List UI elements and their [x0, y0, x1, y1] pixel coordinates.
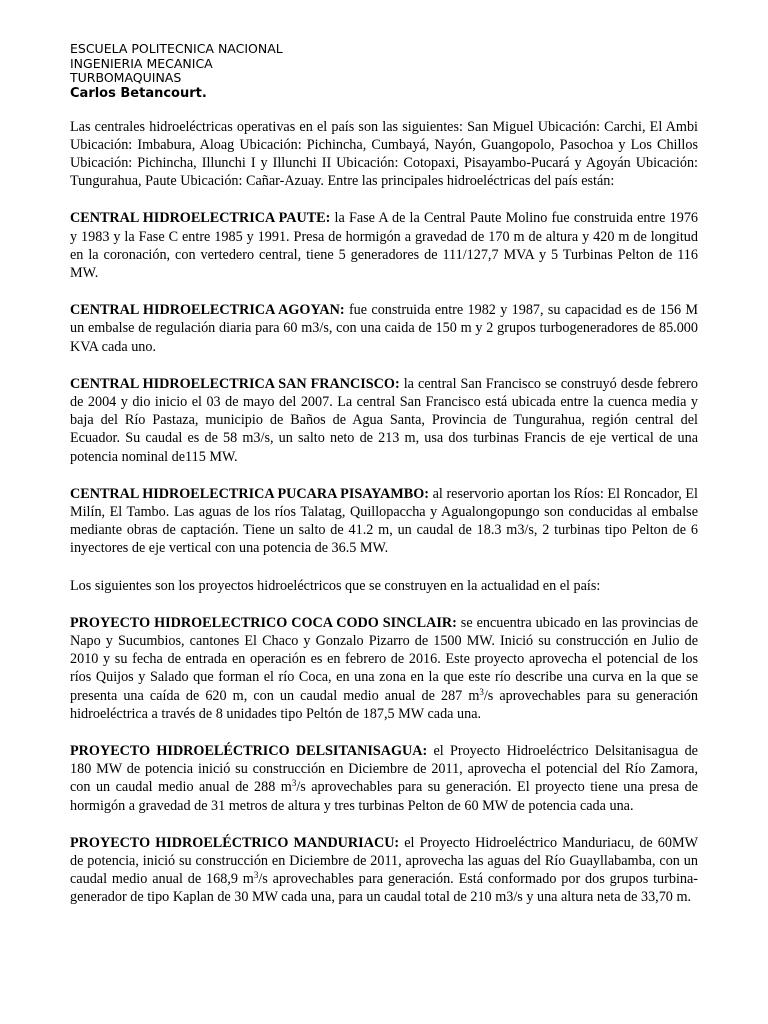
paragraph-title: CENTRAL HIDROELECTRICA AGOYAN: — [70, 302, 345, 319]
superscript: 3 — [479, 686, 484, 697]
document-page — [70, 42, 698, 926]
transition-paragraph: Los siguientes son los proyectos hidroeléctricos que se construyen en la actualidad en el país: — [70, 577, 601, 594]
paragraph-coca-codo-sinclair — [70, 614, 698, 723]
paragraph-body-cont: /s aprovechables para su generación hidroeléctrica a través de 8 unidades tipo Peltón de 187,5 MW cada una. — [70, 687, 698, 722]
paragraph-paute — [70, 209, 698, 282]
paragraph-manduriacu — [70, 834, 698, 907]
paragraph-body-cont: /s aprovechables para generación. Está conformado por dos grupos turbina-generador de tipo Kaplan de 30 MW cada una, para un caudal total de 210 m3/s y una altura neta de 33,70 m. — [70, 871, 699, 906]
paragraph-body-cont: /s aprovechables para su generación. El proyecto tiene una presa de hormigón a gravedad de 31 metros de altura y tres turbinas Pelton de 60 MW de potencia cada una. — [70, 779, 698, 814]
paragraph-body: al reservorio aportan los Ríos: El Roncador, El Milín, El Tambo. Las aguas de los ríos Talatag, Quillopaccha y Agualongopungo son conducidas al embalse mediante obras de captación. Tiene un salto de 41.2 m, un caudal de 18.3 m3/s, 2 turbinas tipo Pelton de 6 inyectores de eje vertical con una potencia de 36.5 MW. — [70, 485, 698, 557]
paragraph-title: CENTRAL HIDROELECTRICA PUCARA PISAYAMBO: — [70, 485, 429, 502]
paragraph-delsitanisagua — [70, 742, 698, 815]
intro-paragraph: Las centrales hidroeléctricas operativas en el país son las siguientes: San Miguel Ubicación: Carchi, El Ambi Ubicación: Imbabura, Aloag Ubicación: Pichincha, Cumbayá, Nayón, Guangopolo, Pasochoa y Los Chillos Ubicación: Pichincha, Illunchi I y Illunchi II Ubicación: Cotopaxi, Pisayambo-Pucará y Agoyán Ubicación: Tungurahua, Paute Ubicación: Cañar-Azuay. Entre las principales hidroeléctricas del país están: — [70, 118, 698, 190]
paragraph-title: PROYECTO HIDROELÉCTRICO DELSITANISAGUA: — [70, 742, 428, 759]
paragraph-body: el Proyecto Hidroeléctrico Manduriacu, de 60MW de potencia, inició su construcción en Diciembre de 2011, aprovecha las aguas del Río Guayllabamba, con un caudal medio anual de 168,9 m — [70, 834, 699, 888]
course-name: TURBOMAQUINAS — [70, 70, 182, 85]
superscript: 3 — [291, 778, 297, 789]
paragraph-body: fue construida entre 1982 y 1987, su capacidad es de 156 M un embalse de regulación diaria para 60 m3/s, con una caida de 150 m y 2 grupos turbogeneradores de 85.000 KVA cada uno. — [70, 302, 699, 355]
superscript: 3 — [253, 870, 259, 881]
paragraph-pucara — [70, 485, 698, 558]
paragraph-title: CENTRAL HIDROELECTRICA PAUTE: — [70, 210, 331, 227]
paragraph-san-francisco — [70, 375, 698, 466]
paragraph-body: la central San Francisco se construyó desde febrero de 2004 y dio inicio el 03 de mayo del 2007. La central San Francisco está ubicada entre la cuenca media y baja del Río Pastaza, municipio de Baños de Agua Santa, Provincia de Tungurahua, región central del Ecuador. Su caudal es de 58 m3/s, un salto neto de 213 m, usa dos turbinas Francis de eje vertical de una potencia nominal de115 MW. — [70, 375, 698, 465]
paragraph-body: se encuentra ubicado en las provincias de Napo y Sucumbios, cantones El Chaco y Gonzalo Pizarro de 1500 MW. Inició su construcción en Julio de 2010 y su fecha de entrada en operación es en febrero de 2016. Este proyecto aprovecha el potencial de los ríos Quijos y Salado que forman el río Coca, en una zona en la que este río describe una curva en la que se presenta una caída de 620 m, con un caudal medio anual de 287 m — [70, 614, 699, 704]
paragraph-title: PROYECTO HIDROELÉCTRICO MANDURIACU: — [70, 834, 400, 851]
institution-name: ESCUELA POLITECNICA NACIONAL — [70, 41, 283, 56]
paragraph-body: el Proyecto Hidroeléctrico Delsitanisagua de 180 MW de potencia inició su construcción en Diciembre de 2011, aprovecha el potencial del Río Zamora, con un caudal medio anual de 288 m — [70, 742, 698, 796]
faculty-name: INGENIERIA MECANICA — [70, 55, 213, 71]
paragraph-title: PROYECTO HIDROELECTRICO COCA CODO SINCLAIR: — [70, 614, 457, 631]
paragraph-body: la Fase A de la Central Paute Molino fue construida entre 1976 y 1983 y la Fase C entre 1985 y 1991. Presa de hormigón a gravedad de 170 m de altura y 420 m de longitud en la coronación, con vertedero central, tiene 5 generadores de 111/127,7 MVA y 5 Turbinas Pelton de 116 MW. — [70, 210, 699, 281]
author-name: Carlos Betancourt. — [70, 85, 207, 101]
document-header — [70, 42, 698, 101]
paragraph-agoyan — [70, 301, 698, 356]
paragraph-title: CENTRAL HIDROELECTRICA SAN FRANCISCO: — [70, 375, 400, 392]
